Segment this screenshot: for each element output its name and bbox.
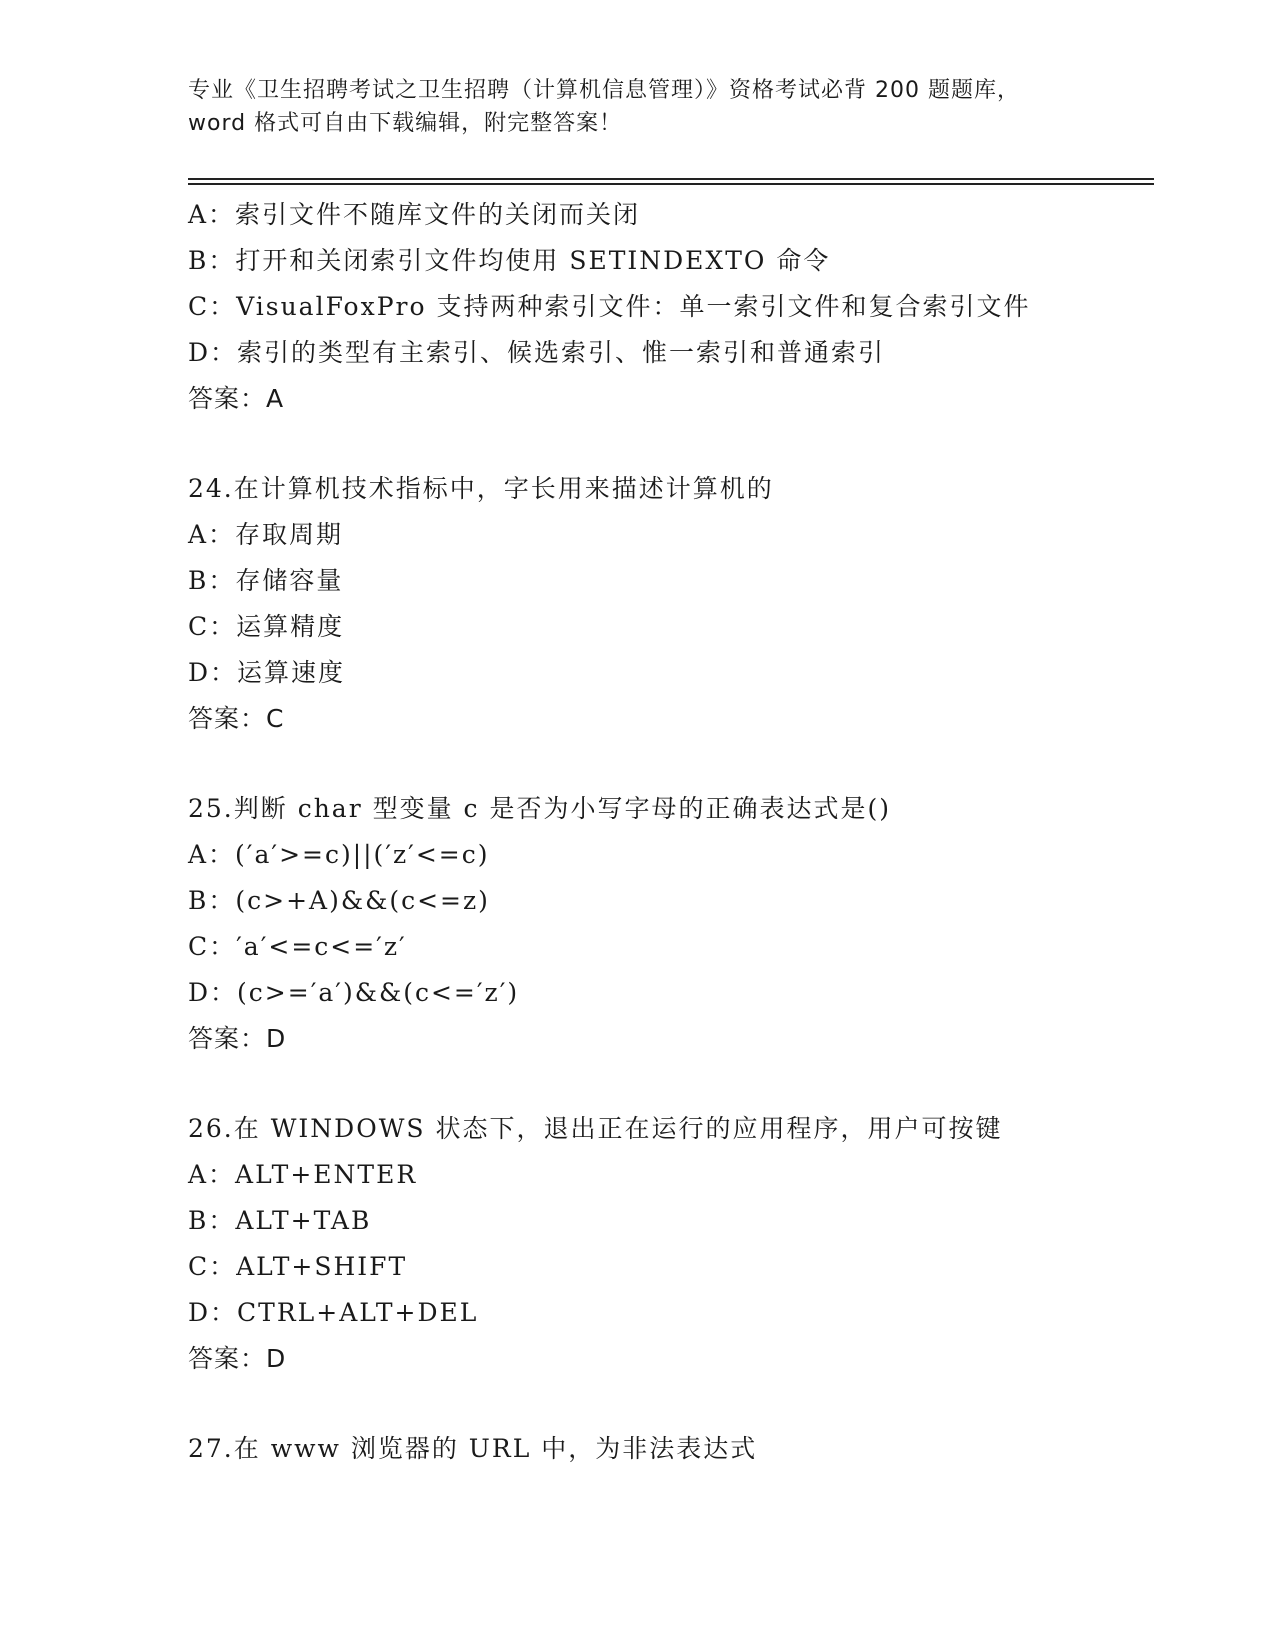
- question-23: [188, 192, 1148, 422]
- option-c: C：′a′<=c<=′z′: [188, 932, 407, 961]
- option-c: C：运算精度: [188, 612, 345, 641]
- option-b: B：ALT+TAB: [188, 1206, 372, 1235]
- question-title: 27.在 www 浏览器的 URL 中，为非法表达式: [188, 1434, 758, 1463]
- option-a: A：索引文件不随库文件的关闭而关闭: [188, 200, 641, 229]
- spacer: [188, 422, 1148, 466]
- question-title: 24.在计算机技术指标中，字长用来描述计算机的: [188, 474, 774, 503]
- option-d: D：索引的类型有主索引、候选索引、惟一索引和普通索引: [188, 338, 886, 367]
- option-b: B：存储容量: [188, 566, 344, 595]
- option-b: B：(c>+A)&&(c<=z): [188, 886, 490, 915]
- question-25: [188, 786, 1148, 1062]
- option-a: A：(′a′>=c)||(′z′<=c): [188, 840, 490, 869]
- option-d: D：CTRL+ALT+DEL: [188, 1298, 479, 1327]
- option-a: A：存取周期: [188, 520, 344, 549]
- header-line-1: 专业《卫生招聘考试之卫生招聘（计算机信息管理）》资格考试必背 200 题题库，: [188, 78, 1020, 103]
- question-title: 26.在 WINDOWS 状态下，退出正在运行的应用程序，用户可按键: [188, 1114, 1003, 1143]
- question-title: 25.判断 char 型变量 c 是否为小写字母的正确表达式是(): [188, 794, 892, 823]
- question-24: [188, 466, 1148, 742]
- spacer: [188, 742, 1148, 786]
- header-line-2: word 格式可自由下载编辑，附完整答案！: [188, 111, 623, 136]
- option-b: B：打开和关闭索引文件均使用 SETINDEXTO 命令: [188, 246, 831, 275]
- header-divider-bottom: [188, 183, 1154, 185]
- option-d: D：运算速度: [188, 658, 346, 687]
- option-d: D：(c>=′a′)&&(c<=′z′): [188, 978, 520, 1007]
- option-c: C：VisualFoxPro 支持两种索引文件：单一索引文件和复合索引文件: [188, 292, 1031, 321]
- question-26: [188, 1106, 1148, 1382]
- header-divider-top: [188, 178, 1154, 180]
- answer: 答案：A: [188, 384, 285, 413]
- spacer: [188, 1062, 1148, 1106]
- question-list: [188, 192, 1148, 1472]
- option-c: C：ALT+SHIFT: [188, 1252, 408, 1281]
- answer: 答案：D: [188, 1344, 287, 1373]
- answer: 答案：D: [188, 1024, 287, 1053]
- question-27: [188, 1426, 1148, 1472]
- document-header: [188, 74, 1088, 140]
- answer: 答案：C: [188, 704, 285, 733]
- option-a: A：ALT+ENTER: [188, 1160, 418, 1189]
- spacer: [188, 1382, 1148, 1426]
